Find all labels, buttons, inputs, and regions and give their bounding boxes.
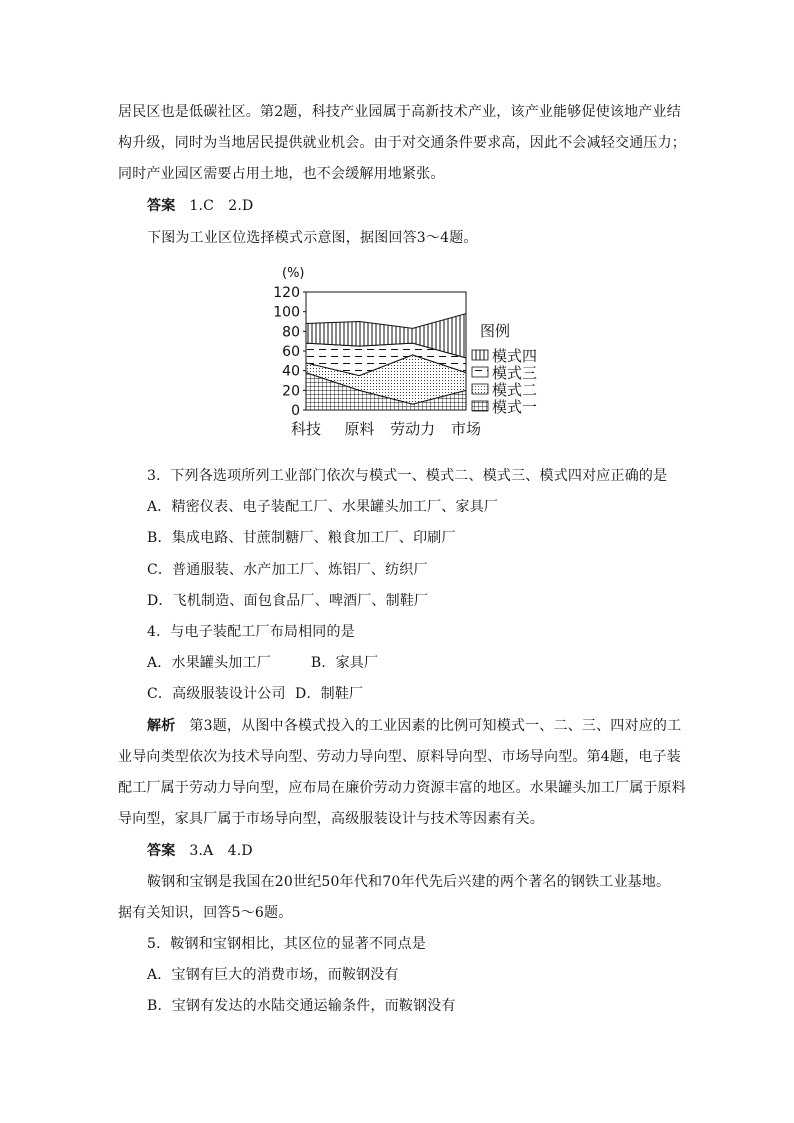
x-tick-label: 原料 [344, 420, 375, 438]
paragraph-line: 构升级，同时为当地居民提供就业机会。由于对交通条件要求高，因此不会减轻交通压力； [118, 135, 686, 151]
answer-label: 答案 [147, 198, 176, 214]
question-3-option-c: C．普通服装、水产加工厂、炼铝厂、纺织厂 [147, 562, 428, 578]
question-3-option-d: D．飞机制造、面包食品厂、啤酒厂、制鞋厂 [147, 593, 429, 609]
y-tick-label: 40 [282, 363, 300, 380]
legend-swatch [472, 401, 488, 411]
y-tick-label: 60 [282, 344, 300, 360]
analysis-line: 导向型，家具厂属于市场导向型，高级服装设计与技术等因素有关。 [118, 811, 544, 827]
industry-location-chart [270, 262, 570, 442]
y-axis-label: (%) [282, 266, 305, 281]
answer-text: 1.C 2.D [189, 198, 254, 214]
question-4-option-a: A．水果罐头加工厂 [147, 655, 271, 671]
y-tick-label: 80 [282, 324, 300, 341]
legend-swatch [472, 384, 488, 394]
legend [472, 322, 537, 416]
question-3-option-b: B．集成电路、甘蔗制糖厂、粮食加工厂、印刷厂 [147, 530, 456, 546]
y-tick-label: 100 [273, 304, 300, 321]
question-intro: 鞍钢和宝钢是我国在20世纪50年代和70年代先后兴建的两个著名的钢铁工业基地。 [147, 874, 671, 890]
analysis-text: 第3题，从图中各模式投入的工业因素的比例可知模式一、二、三、四对应的工 [189, 718, 682, 734]
question-3-option-a: A．精密仪表、电子装配工厂、水果罐头加工厂、家具厂 [147, 499, 499, 515]
y-tick-label: 0 [291, 403, 300, 419]
question-4-option-b: B．家具厂 [310, 655, 379, 671]
x-tick-label: 劳动力 [390, 420, 436, 438]
answer-text: 3.A 4.D [189, 843, 253, 859]
y-tick-label: 120 [273, 285, 300, 301]
legend-label: 模式四 [492, 347, 538, 365]
question-intro: 据有关知识，回答5～6题。 [118, 905, 293, 921]
legend-swatch [472, 367, 488, 377]
legend-label: 模式二 [492, 381, 538, 399]
analysis-line [147, 716, 681, 736]
question-4-options-cd [147, 684, 363, 704]
question-5-option-a: A．宝钢有巨大的消费市场，而鞍钢没有 [147, 967, 399, 983]
question-4-options-ab [147, 653, 378, 673]
y-axis [273, 285, 306, 419]
question-4-stem: 4．与电子装配工厂布局相同的是 [147, 624, 355, 640]
question-4-option-d: D．制鞋厂 [295, 686, 364, 702]
question-5-stem: 5．鞍钢和宝钢相比，其区位的显著不同点是 [147, 936, 426, 952]
analysis-line: 业导向类型依次为技术导向型、劳动力导向型、原料导向型、市场导向型。第4题，电子装 [118, 749, 681, 765]
legend-label: 模式三 [492, 364, 538, 382]
legend-label: 模式一 [492, 398, 538, 416]
paragraph-line: 同时产业园区需要占用土地，也不会缓解用地紧张。 [118, 166, 445, 182]
question-3-stem: 3．下列各选项所列工业部门依次与模式一、模式二、模式三、模式四对应正确的是 [147, 468, 668, 484]
answer-line [147, 196, 253, 216]
analysis-line: 配工厂属于劳动力导向型，应布局在廉价劳动力资源丰富的地区。水果罐头加工厂属于原料 [118, 780, 686, 796]
x-axis [291, 420, 481, 438]
chart-areas [306, 314, 466, 410]
legend-swatch [472, 350, 488, 360]
y-tick-label: 20 [282, 383, 300, 400]
analysis-label: 解析 [147, 718, 176, 734]
legend-title: 图例 [480, 322, 511, 340]
question-4-option-c: C．高级服装设计公司 [147, 686, 286, 702]
paragraph-line: 居民区也是低碳社区。第2题，科技产业园属于高新技术产业，该产业能够促使该地产业结 [118, 104, 681, 120]
x-tick-label: 市场 [450, 420, 482, 438]
question-5-option-b: B．宝钢有发达的水陆交通运输条件，而鞍钢没有 [147, 998, 456, 1014]
answer-line [147, 841, 253, 861]
x-tick-label: 科技 [290, 420, 322, 438]
answer-label: 答案 [147, 843, 176, 859]
question-intro: 下图为工业区位选择模式示意图，据图回答3～4题。 [147, 230, 478, 246]
